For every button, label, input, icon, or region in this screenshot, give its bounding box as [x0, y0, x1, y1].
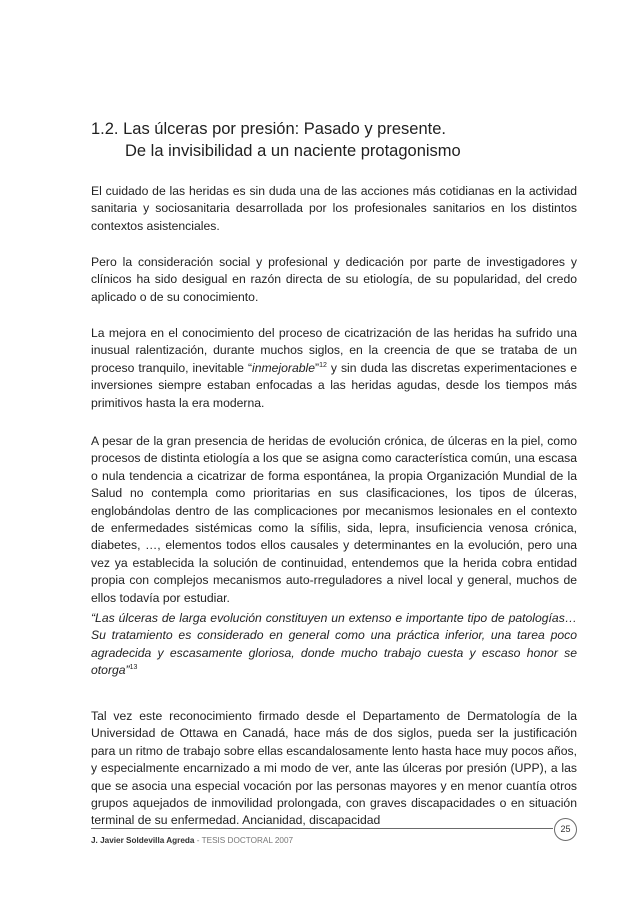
footer-rule [91, 828, 553, 829]
block-quote-text: “Las úlceras de larga evolución constituyen un extenso e importante tipo de patologías… Su tratamiento es considerado en general como una práctica inferior, una tarea poco agradecida y escasamente gloriosa, donde mucho trabajo cuesta y escaso honor se otorga” [91, 611, 577, 678]
footnote-ref-12: 12 [319, 361, 327, 369]
paragraph-3-text-c: y sin duda las discretas experimentaciones e inversiones siempre estaban enfocadas a las heridas agudas, desde los tiempos más primitivos hasta la era moderna. [91, 360, 577, 410]
section-heading-line-2: De la invisibilidad a un naciente protagonismo [125, 142, 461, 160]
footer-separator: - [194, 836, 202, 845]
paragraph-3-text-a: La mejora en el conocimiento del proceso de cicatrización de las heridas ha sufrido una inusual ralentización, durante muchos siglos, en la creencia de que se trataba de un proceso tranquilo, inevitable “ [91, 326, 577, 375]
footer-author: J. Javier Soldevilla Agreda [91, 836, 195, 845]
footnote-ref-13: 13 [129, 664, 138, 672]
paragraph-3 [91, 325, 577, 412]
section-heading [91, 118, 461, 162]
paragraph-4: A pesar de la gran presencia de heridas de evolución crónica, de úlceras en la piel, como procesos de distinta etiología a los que se asigna como característica común, una escasa o nula tendencia a cicatrizar de forma espontánea, la propia Organización Mundial de la Salud no contempla como prioritarias en sus clasificaciones, los tipos de úlceras, englobándolas dentro de las complicaciones por mecanismos lesionales en el contexto de enfermedades sistémicas como la sífilis, sida, lepra, insuficiencia venosa crónica, diabetes, …, elementos todos ellos causales y determinantes en la evolución, pero una vez ya establecida la solución de continuidad, entendemos que la herida cobra entidad propia con complejos mecanismos auto-rreguladores a nivel local y general, muchos de ellos todavía por estudiar. [91, 434, 577, 605]
footer [91, 836, 293, 845]
block-quote [91, 610, 577, 680]
footer-thesis: TESIS DOCTORAL 2007 [201, 836, 294, 845]
page-number: 25 [554, 818, 577, 841]
paragraph-3-italic: inmejorable [252, 360, 316, 375]
paragraph-1: El cuidado de las heridas es sin duda una de las acciones más cotidianas en la actividad sanitaria y sociosanitaria desarrollada por los profesionales sanitarios en los distintos contextos asistenciales. [91, 184, 577, 233]
paragraph-3-text-b: ” [315, 360, 320, 375]
section-heading-line-1: 1.2. Las úlceras por presión: Pasado y presente. [91, 120, 446, 138]
paragraph-2: Pero la consideración social y profesional y dedicación por parte de investigadores y clínicos ha sido desigual en razón directa de su etiología, de su popularidad, del credo aplicado o de su conocimiento. [91, 255, 577, 304]
paragraph-5: Tal vez este reconocimiento firmado desde el Departamento de Dermatología de la Universidad de Ottawa en Canadá, hace más de dos siglos, pueda ser la justificación para un ritmo de trabajo sobre ellas escandalosamente lento hasta hace muy pocos años, y especialmente encarnizado a mi modo de ver, ante las úlceras por presión (UPP), a las que se asocia una especial vocación por las personas mayores y en menor cuantía otros grupos aquejados de inmovilidad prolongada, con graves discapacidades o en situación terminal de su enfermedad. Ancianidad, discapacidad [91, 709, 577, 828]
